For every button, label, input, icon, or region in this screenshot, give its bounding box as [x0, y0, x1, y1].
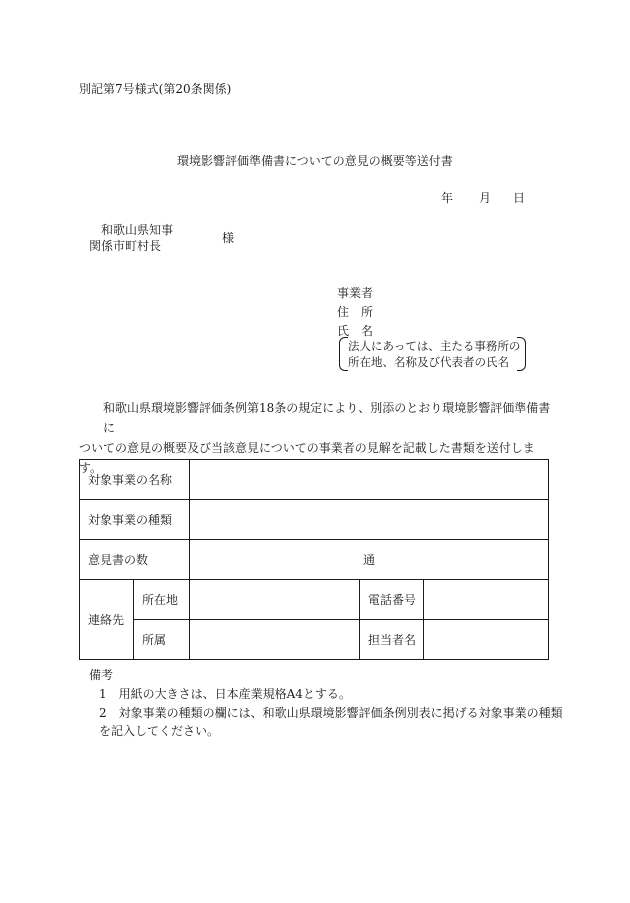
notes-item-2-line-1: 2 対象事業の種類の欄には、和歌山県環境影響評価条例別表に掲げる対象事業の種類 — [99, 706, 563, 720]
body-line-3: す。 — [79, 461, 103, 475]
sender-note-line2: 所在地、名称及び代表者の氏名 — [348, 355, 509, 369]
person-in-charge-field[interactable] — [424, 620, 549, 660]
table-row — [80, 460, 549, 500]
document-title: 環境影響評価準備書についての意見の概要等送付書 — [177, 154, 453, 168]
department-field[interactable] — [190, 620, 360, 660]
notes-item-2-line-2: を記入してください。 — [99, 724, 220, 738]
note-bracket-left — [339, 337, 348, 371]
form-number: 別記第7号様式(第20条関係) — [79, 82, 232, 96]
addressee-governor: 和歌山県知事 — [101, 223, 174, 237]
location-label: 所在地 — [134, 580, 190, 620]
table-row — [80, 580, 549, 620]
phone-field[interactable] — [424, 580, 549, 620]
submission-form-table — [79, 459, 549, 660]
project-type-label: 対象事業の種類 — [80, 500, 190, 540]
location-field[interactable] — [190, 580, 360, 620]
project-type-field[interactable] — [190, 500, 549, 540]
contact-label: 連絡先 — [80, 580, 134, 660]
date-month-label: 月 — [479, 191, 492, 205]
count-unit-label: 通 — [363, 553, 376, 567]
date-day-label: 日 — [513, 191, 526, 205]
sender-address-label: 住 所 — [337, 305, 374, 319]
date-year-label: 年 — [441, 191, 454, 205]
opinion-count-field[interactable] — [190, 540, 549, 580]
project-name-field[interactable] — [190, 460, 549, 500]
body-line-2: ついての意見の概要及び当該意見についての事業者の見解を記載した書類を送付しま — [79, 441, 535, 455]
table-row — [80, 500, 549, 540]
department-label: 所属 — [134, 620, 190, 660]
notes-item-1: 1 用紙の大きさは、日本産業規格A4とする。 — [99, 687, 351, 701]
table-row — [80, 540, 549, 580]
addressee-honorific: 様 — [222, 231, 235, 245]
sender-business-label: 事業者 — [337, 286, 374, 300]
opinion-count-label: 意見書の数 — [80, 540, 190, 580]
addressee-mayors: 関係市町村長 — [89, 239, 162, 253]
notes-heading: 備考 — [89, 668, 114, 682]
table-row — [80, 620, 549, 660]
phone-label: 電話番号 — [360, 580, 424, 620]
sender-note-line1: 法人にあっては、主たる事務所の — [348, 339, 521, 353]
body-line-1: 和歌山県環境影響評価条例第18条の規定により、別添のとおり環境影響評価準備書に — [103, 401, 551, 435]
person-in-charge-label: 担当者名 — [360, 620, 424, 660]
sender-name-label: 氏 名 — [337, 324, 374, 338]
project-name-label: 対象事業の名称 — [80, 460, 190, 500]
